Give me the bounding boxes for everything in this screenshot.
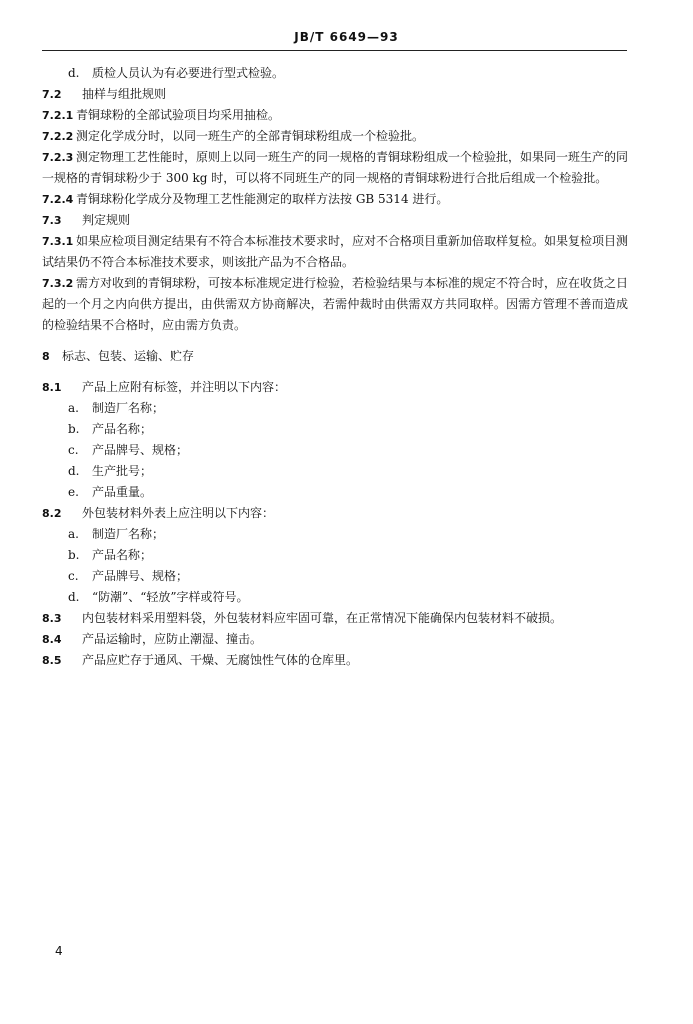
- clause-8-2: 8.2 外包装材料外表上应注明以下内容：: [42, 506, 275, 520]
- clause-7-2-3: 7.2.3 测定物理工艺性能时，原则上以同一班生产的同一规格的青铜球粉组成一个检验批，如果同一班生产的同一规格的青铜球粉少于 300 kg 时，可以将不同班生产的同一规格的青铜球粉进行合批后组成一个检验批。: [42, 150, 629, 185]
- section-7-2: 7.2 抽样与组批规则: [42, 87, 167, 101]
- list-item-d: d. 质检人员认为有必要进行型式检验。: [68, 66, 285, 80]
- clause-7-3-2: 7.3.2 需方对收到的青铜球粉，可按本标准规定进行检验，若检验结果与本标准的规定不符合时，应在收货之日起的一个月之内向供方提出，由供需双方协商解决，若需仲裁时由供需双方共同取样。因需方管理不善而造成的检验结果不合格时，应由需方负责。: [42, 276, 629, 332]
- list-item: b. 产品名称；: [68, 422, 153, 436]
- clause-8-5: 8.5 产品应贮存于通风、干燥、无腐蚀性气体的仓库里。: [42, 653, 359, 667]
- list-item: a. 制造厂名称；: [68, 401, 165, 415]
- section-7-3: 7.3 判定规则: [42, 213, 131, 227]
- clause-7-2-4: 7.2.4 青铜球粉化学成分及物理工艺性能测定的取样方法按 GB 5314 进行。: [42, 192, 449, 206]
- section-8: 8 标志、包装、运输、贮存: [42, 349, 195, 363]
- list-item: d. 生产批号；: [68, 464, 153, 478]
- clause-7-2-2: 7.2.2 测定化学成分时，以同一班生产的全部青铜球粉组成一个检验批。: [42, 129, 425, 143]
- list-item: b. 产品名称；: [68, 548, 153, 562]
- list-item: c. 产品牌号、规格；: [68, 443, 189, 457]
- clause-7-2-1: 7.2.1 青铜球粉的全部试验项目均采用抽检。: [42, 108, 281, 122]
- clause-8-3: 8.3 内包装材料采用塑料袋，外包装材料应牢固可靠，在正常情况下能确保内包装材料不破损。: [42, 611, 563, 625]
- document-body: [42, 63, 628, 671]
- clause-7-3-1: 7.3.1 如果应检项目测定结果有不符合本标准技术要求时，应对不合格项目重新加倍取样复检。如果复检项目测试结果仍不符合本标准技术要求，则该批产品为不合格品。: [42, 234, 629, 269]
- list-item: c. 产品牌号、规格；: [68, 569, 189, 583]
- clause-8-4: 8.4 产品运输时，应防止潮湿、撞击。: [42, 632, 263, 646]
- list-item: a. 制造厂名称；: [68, 527, 165, 541]
- clause-8-1: 8.1 产品上应附有标签，并注明以下内容：: [42, 380, 287, 394]
- document-header: JB/T 6649—93: [294, 30, 399, 44]
- page-number: 4: [55, 944, 63, 958]
- list-item: d. “防潮”、“轻放”字样或符号。: [68, 590, 249, 604]
- list-item: e. 产品重量。: [68, 485, 153, 499]
- header-rule: [42, 50, 627, 51]
